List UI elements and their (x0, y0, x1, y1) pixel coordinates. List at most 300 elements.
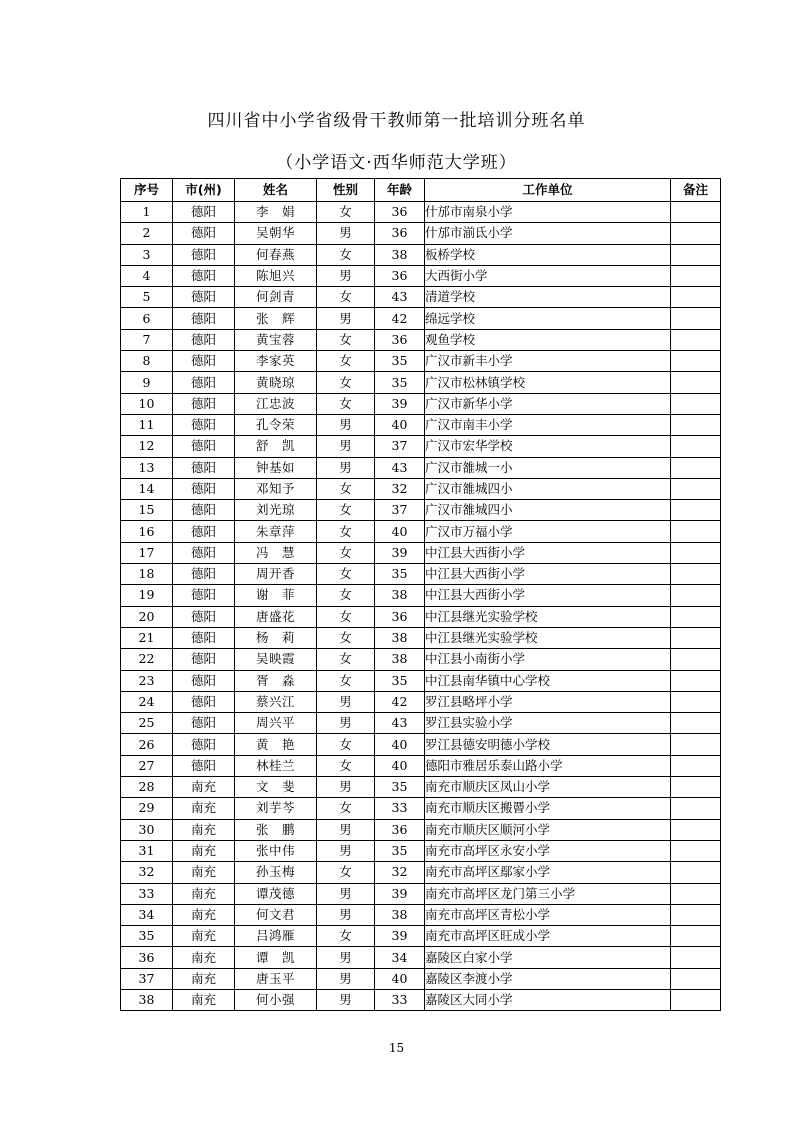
cell-city: 德阳 (173, 713, 235, 734)
cell-name: 周开香 (235, 564, 317, 585)
cell-age: 37 (375, 436, 425, 457)
cell-workplace: 南充市高坪区青松小学 (425, 904, 671, 925)
cell-city: 德阳 (173, 393, 235, 414)
cell-gender: 男 (317, 777, 375, 798)
cell-index: 19 (121, 585, 173, 606)
cell-name: 邓知予 (235, 478, 317, 499)
cell-age: 38 (375, 904, 425, 925)
roster-table (120, 178, 721, 1011)
cell-index: 36 (121, 947, 173, 968)
cell-age: 36 (375, 202, 425, 223)
cell-workplace: 嘉陵区白家小学 (425, 947, 671, 968)
cell-gender: 男 (317, 819, 375, 840)
cell-workplace: 清道学校 (425, 287, 671, 308)
cell-name: 周兴平 (235, 713, 317, 734)
cell-remarks (671, 287, 721, 308)
cell-age: 43 (375, 713, 425, 734)
cell-index: 28 (121, 777, 173, 798)
cell-index: 30 (121, 819, 173, 840)
cell-remarks (671, 691, 721, 712)
table-row (121, 777, 721, 798)
cell-name: 张 鹏 (235, 819, 317, 840)
table-row (121, 457, 721, 478)
table-row (121, 500, 721, 521)
cell-age: 38 (375, 585, 425, 606)
cell-workplace: 中江县大西街小学 (425, 585, 671, 606)
cell-city: 南充 (173, 819, 235, 840)
cell-workplace: 嘉陵区大同小学 (425, 989, 671, 1010)
cell-age: 35 (375, 840, 425, 861)
cell-name: 谢 菲 (235, 585, 317, 606)
cell-age: 43 (375, 457, 425, 478)
table-row (121, 564, 721, 585)
table-row (121, 478, 721, 499)
table-row (121, 287, 721, 308)
cell-age: 32 (375, 862, 425, 883)
cell-name: 朱章萍 (235, 521, 317, 542)
cell-name: 林桂兰 (235, 755, 317, 776)
cell-gender: 女 (317, 351, 375, 372)
cell-age: 40 (375, 521, 425, 542)
cell-age: 38 (375, 244, 425, 265)
cell-name: 孔令荣 (235, 414, 317, 435)
cell-city: 南充 (173, 947, 235, 968)
cell-gender: 男 (317, 436, 375, 457)
cell-age: 35 (375, 564, 425, 585)
cell-index: 5 (121, 287, 173, 308)
cell-name: 唐玉平 (235, 968, 317, 989)
table-row (121, 713, 721, 734)
cell-index: 17 (121, 542, 173, 563)
cell-gender: 男 (317, 223, 375, 244)
cell-workplace: 广汉市新丰小学 (425, 351, 671, 372)
cell-workplace: 南充市高坪区鄢家小学 (425, 862, 671, 883)
header-remarks: 备注 (671, 179, 721, 202)
cell-city: 德阳 (173, 351, 235, 372)
cell-name: 吕鸿雁 (235, 926, 317, 947)
cell-name: 冯 慧 (235, 542, 317, 563)
cell-name: 何春燕 (235, 244, 317, 265)
cell-workplace: 什邡市湔氐小学 (425, 223, 671, 244)
cell-gender: 女 (317, 798, 375, 819)
cell-remarks (671, 649, 721, 670)
table-body (121, 202, 721, 1011)
cell-workplace: 中江县继光实验学校 (425, 627, 671, 648)
cell-workplace: 罗江县德安明德小学校 (425, 734, 671, 755)
cell-workplace: 广汉市南丰小学 (425, 414, 671, 435)
cell-age: 42 (375, 308, 425, 329)
cell-index: 33 (121, 883, 173, 904)
cell-index: 35 (121, 926, 173, 947)
cell-index: 27 (121, 755, 173, 776)
cell-name: 李 娟 (235, 202, 317, 223)
table-row (121, 351, 721, 372)
header-index: 序号 (121, 179, 173, 202)
cell-remarks (671, 478, 721, 499)
cell-city: 德阳 (173, 734, 235, 755)
cell-index: 29 (121, 798, 173, 819)
cell-city: 德阳 (173, 244, 235, 265)
cell-name: 江忠波 (235, 393, 317, 414)
cell-city: 德阳 (173, 287, 235, 308)
cell-workplace: 南充市高坪区龙门第三小学 (425, 883, 671, 904)
cell-name: 何剑青 (235, 287, 317, 308)
cell-remarks (671, 989, 721, 1010)
cell-name: 杨 莉 (235, 627, 317, 648)
cell-index: 37 (121, 968, 173, 989)
cell-index: 6 (121, 308, 173, 329)
table-row (121, 436, 721, 457)
table-row (121, 755, 721, 776)
cell-remarks (671, 904, 721, 925)
cell-workplace: 广汉市松林镇学校 (425, 372, 671, 393)
table-row (121, 627, 721, 648)
cell-city: 德阳 (173, 436, 235, 457)
table-row (121, 372, 721, 393)
cell-gender: 男 (317, 691, 375, 712)
cell-remarks (671, 372, 721, 393)
cell-name: 吴朝华 (235, 223, 317, 244)
cell-workplace: 南充市顺庆区搬罾小学 (425, 798, 671, 819)
cell-workplace: 南充市高坪区旺成小学 (425, 926, 671, 947)
cell-remarks (671, 734, 721, 755)
cell-workplace: 南充市高坪区永安小学 (425, 840, 671, 861)
cell-workplace: 罗江县实验小学 (425, 713, 671, 734)
cell-age: 36 (375, 329, 425, 350)
cell-city: 南充 (173, 989, 235, 1010)
table-row (121, 883, 721, 904)
cell-name: 谭茂德 (235, 883, 317, 904)
table-row (121, 926, 721, 947)
cell-age: 38 (375, 627, 425, 648)
table-row (121, 244, 721, 265)
cell-gender: 女 (317, 670, 375, 691)
cell-remarks (671, 862, 721, 883)
cell-age: 36 (375, 223, 425, 244)
table-header-row (121, 179, 721, 202)
cell-city: 德阳 (173, 202, 235, 223)
cell-workplace: 罗江县略坪小学 (425, 691, 671, 712)
cell-gender: 男 (317, 883, 375, 904)
table-row (121, 329, 721, 350)
table-row (121, 585, 721, 606)
cell-remarks (671, 926, 721, 947)
cell-city: 南充 (173, 904, 235, 925)
table-row (121, 670, 721, 691)
cell-gender: 女 (317, 500, 375, 521)
cell-workplace: 广汉市万福小学 (425, 521, 671, 542)
cell-index: 9 (121, 372, 173, 393)
cell-age: 40 (375, 734, 425, 755)
table-row (121, 308, 721, 329)
cell-index: 10 (121, 393, 173, 414)
cell-age: 35 (375, 351, 425, 372)
cell-city: 德阳 (173, 521, 235, 542)
cell-remarks (671, 713, 721, 734)
cell-workplace: 广汉市宏华学校 (425, 436, 671, 457)
cell-city: 南充 (173, 840, 235, 861)
cell-gender: 男 (317, 308, 375, 329)
cell-remarks (671, 244, 721, 265)
table-row (121, 691, 721, 712)
cell-gender: 女 (317, 649, 375, 670)
table-row (121, 734, 721, 755)
table-row (121, 968, 721, 989)
cell-gender: 女 (317, 478, 375, 499)
cell-city: 德阳 (173, 627, 235, 648)
cell-name: 何小强 (235, 989, 317, 1010)
cell-gender: 女 (317, 755, 375, 776)
cell-gender: 女 (317, 202, 375, 223)
cell-index: 34 (121, 904, 173, 925)
table-row (121, 521, 721, 542)
table-row (121, 798, 721, 819)
table-row (121, 265, 721, 286)
cell-gender: 女 (317, 564, 375, 585)
cell-city: 德阳 (173, 564, 235, 585)
cell-gender: 女 (317, 862, 375, 883)
header-name: 姓名 (235, 179, 317, 202)
header-age: 年龄 (375, 179, 425, 202)
cell-remarks (671, 606, 721, 627)
cell-index: 1 (121, 202, 173, 223)
cell-workplace: 广汉市雒城一小 (425, 457, 671, 478)
cell-city: 德阳 (173, 670, 235, 691)
cell-workplace: 绵远学校 (425, 308, 671, 329)
table-row (121, 819, 721, 840)
cell-workplace: 德阳市雅居乐泰山路小学 (425, 755, 671, 776)
cell-name: 吴映霞 (235, 649, 317, 670)
cell-name: 唐盛花 (235, 606, 317, 627)
page-subtitle: （小学语文·西华师范大学班） (276, 153, 517, 173)
cell-age: 34 (375, 947, 425, 968)
cell-index: 11 (121, 414, 173, 435)
table-row (121, 223, 721, 244)
cell-age: 40 (375, 755, 425, 776)
cell-age: 37 (375, 500, 425, 521)
cell-age: 35 (375, 670, 425, 691)
cell-name: 文 斐 (235, 777, 317, 798)
cell-remarks (671, 564, 721, 585)
cell-age: 40 (375, 414, 425, 435)
cell-index: 21 (121, 627, 173, 648)
cell-remarks (671, 798, 721, 819)
cell-remarks (671, 457, 721, 478)
cell-name: 李家英 (235, 351, 317, 372)
cell-index: 16 (121, 521, 173, 542)
cell-index: 7 (121, 329, 173, 350)
cell-name: 黄晓琼 (235, 372, 317, 393)
table-row (121, 989, 721, 1010)
cell-workplace: 中江县大西街小学 (425, 564, 671, 585)
cell-city: 德阳 (173, 755, 235, 776)
cell-remarks (671, 500, 721, 521)
header-city: 市(州) (173, 179, 235, 202)
cell-index: 15 (121, 500, 173, 521)
cell-workplace: 观鱼学校 (425, 329, 671, 350)
cell-remarks (671, 947, 721, 968)
cell-city: 德阳 (173, 414, 235, 435)
cell-city: 德阳 (173, 372, 235, 393)
page-number: 15 (388, 1041, 405, 1055)
cell-remarks (671, 670, 721, 691)
page-title: 四川省中小学省级骨干教师第一批培训分班名单 (207, 111, 586, 131)
cell-gender: 男 (317, 457, 375, 478)
cell-gender: 女 (317, 734, 375, 755)
cell-name: 蔡兴江 (235, 691, 317, 712)
cell-name: 张中伟 (235, 840, 317, 861)
cell-age: 40 (375, 968, 425, 989)
cell-name: 刘芋芩 (235, 798, 317, 819)
cell-workplace: 南充市顺庆区顺河小学 (425, 819, 671, 840)
cell-name: 谭 凯 (235, 947, 317, 968)
cell-name: 钟基如 (235, 457, 317, 478)
cell-city: 南充 (173, 862, 235, 883)
table-row (121, 202, 721, 223)
cell-gender: 女 (317, 926, 375, 947)
cell-city: 德阳 (173, 691, 235, 712)
header-gender: 性别 (317, 179, 375, 202)
cell-index: 32 (121, 862, 173, 883)
cell-workplace: 中江县继光实验学校 (425, 606, 671, 627)
cell-age: 39 (375, 883, 425, 904)
cell-remarks (671, 265, 721, 286)
cell-age: 42 (375, 691, 425, 712)
cell-index: 3 (121, 244, 173, 265)
cell-name: 黄宝蓉 (235, 329, 317, 350)
cell-city: 德阳 (173, 478, 235, 499)
cell-city: 南充 (173, 883, 235, 904)
cell-city: 南充 (173, 798, 235, 819)
cell-city: 德阳 (173, 265, 235, 286)
cell-index: 2 (121, 223, 173, 244)
table-row (121, 414, 721, 435)
cell-gender: 女 (317, 606, 375, 627)
table-row (121, 840, 721, 861)
cell-index: 13 (121, 457, 173, 478)
cell-city: 德阳 (173, 542, 235, 563)
cell-index: 12 (121, 436, 173, 457)
cell-remarks (671, 840, 721, 861)
cell-age: 36 (375, 606, 425, 627)
cell-remarks (671, 627, 721, 648)
cell-city: 德阳 (173, 500, 235, 521)
cell-gender: 女 (317, 244, 375, 265)
cell-gender: 女 (317, 393, 375, 414)
table-row (121, 542, 721, 563)
cell-city: 德阳 (173, 585, 235, 606)
cell-workplace: 广汉市雒城四小 (425, 500, 671, 521)
cell-gender: 男 (317, 947, 375, 968)
table-row (121, 393, 721, 414)
cell-index: 18 (121, 564, 173, 585)
cell-workplace: 中江县南华镇中心学校 (425, 670, 671, 691)
cell-remarks (671, 202, 721, 223)
cell-index: 14 (121, 478, 173, 499)
cell-name: 何文君 (235, 904, 317, 925)
cell-remarks (671, 351, 721, 372)
cell-remarks (671, 883, 721, 904)
cell-age: 36 (375, 265, 425, 286)
cell-age: 43 (375, 287, 425, 308)
cell-index: 4 (121, 265, 173, 286)
cell-age: 36 (375, 819, 425, 840)
cell-city: 德阳 (173, 606, 235, 627)
cell-workplace: 板桥学校 (425, 244, 671, 265)
cell-gender: 女 (317, 627, 375, 648)
cell-gender: 男 (317, 904, 375, 925)
cell-gender: 女 (317, 329, 375, 350)
header-workplace: 工作单位 (425, 179, 671, 202)
cell-remarks (671, 414, 721, 435)
cell-workplace: 什邡市南泉小学 (425, 202, 671, 223)
cell-remarks (671, 223, 721, 244)
cell-city: 德阳 (173, 329, 235, 350)
table-row (121, 904, 721, 925)
cell-city: 南充 (173, 926, 235, 947)
cell-name: 舒 凯 (235, 436, 317, 457)
table-row (121, 947, 721, 968)
table-row (121, 862, 721, 883)
cell-index: 20 (121, 606, 173, 627)
cell-remarks (671, 777, 721, 798)
cell-index: 26 (121, 734, 173, 755)
cell-gender: 男 (317, 713, 375, 734)
cell-age: 35 (375, 777, 425, 798)
cell-index: 8 (121, 351, 173, 372)
cell-remarks (671, 968, 721, 989)
cell-workplace: 嘉陵区李渡小学 (425, 968, 671, 989)
cell-index: 31 (121, 840, 173, 861)
cell-remarks (671, 393, 721, 414)
cell-workplace: 南充市顺庆区凤山小学 (425, 777, 671, 798)
cell-city: 南充 (173, 968, 235, 989)
cell-index: 25 (121, 713, 173, 734)
cell-workplace: 广汉市新华小学 (425, 393, 671, 414)
cell-age: 33 (375, 989, 425, 1010)
cell-index: 38 (121, 989, 173, 1010)
cell-remarks (671, 308, 721, 329)
cell-name: 黄 艳 (235, 734, 317, 755)
cell-age: 33 (375, 798, 425, 819)
cell-age: 35 (375, 372, 425, 393)
cell-index: 23 (121, 670, 173, 691)
cell-name: 胥 淼 (235, 670, 317, 691)
cell-city: 德阳 (173, 649, 235, 670)
cell-city: 德阳 (173, 457, 235, 478)
cell-city: 德阳 (173, 223, 235, 244)
cell-age: 38 (375, 649, 425, 670)
cell-gender: 女 (317, 585, 375, 606)
cell-gender: 女 (317, 542, 375, 563)
cell-gender: 男 (317, 414, 375, 435)
cell-name: 孙玉梅 (235, 862, 317, 883)
cell-workplace: 中江县大西街小学 (425, 542, 671, 563)
cell-age: 39 (375, 926, 425, 947)
cell-gender: 男 (317, 265, 375, 286)
cell-gender: 女 (317, 372, 375, 393)
cell-gender: 女 (317, 287, 375, 308)
cell-workplace: 大西街小学 (425, 265, 671, 286)
cell-workplace: 广汉市雒城四小 (425, 478, 671, 499)
cell-city: 德阳 (173, 308, 235, 329)
cell-index: 22 (121, 649, 173, 670)
cell-name: 陈旭兴 (235, 265, 317, 286)
table-row (121, 649, 721, 670)
table-row (121, 606, 721, 627)
cell-gender: 男 (317, 968, 375, 989)
cell-remarks (671, 329, 721, 350)
